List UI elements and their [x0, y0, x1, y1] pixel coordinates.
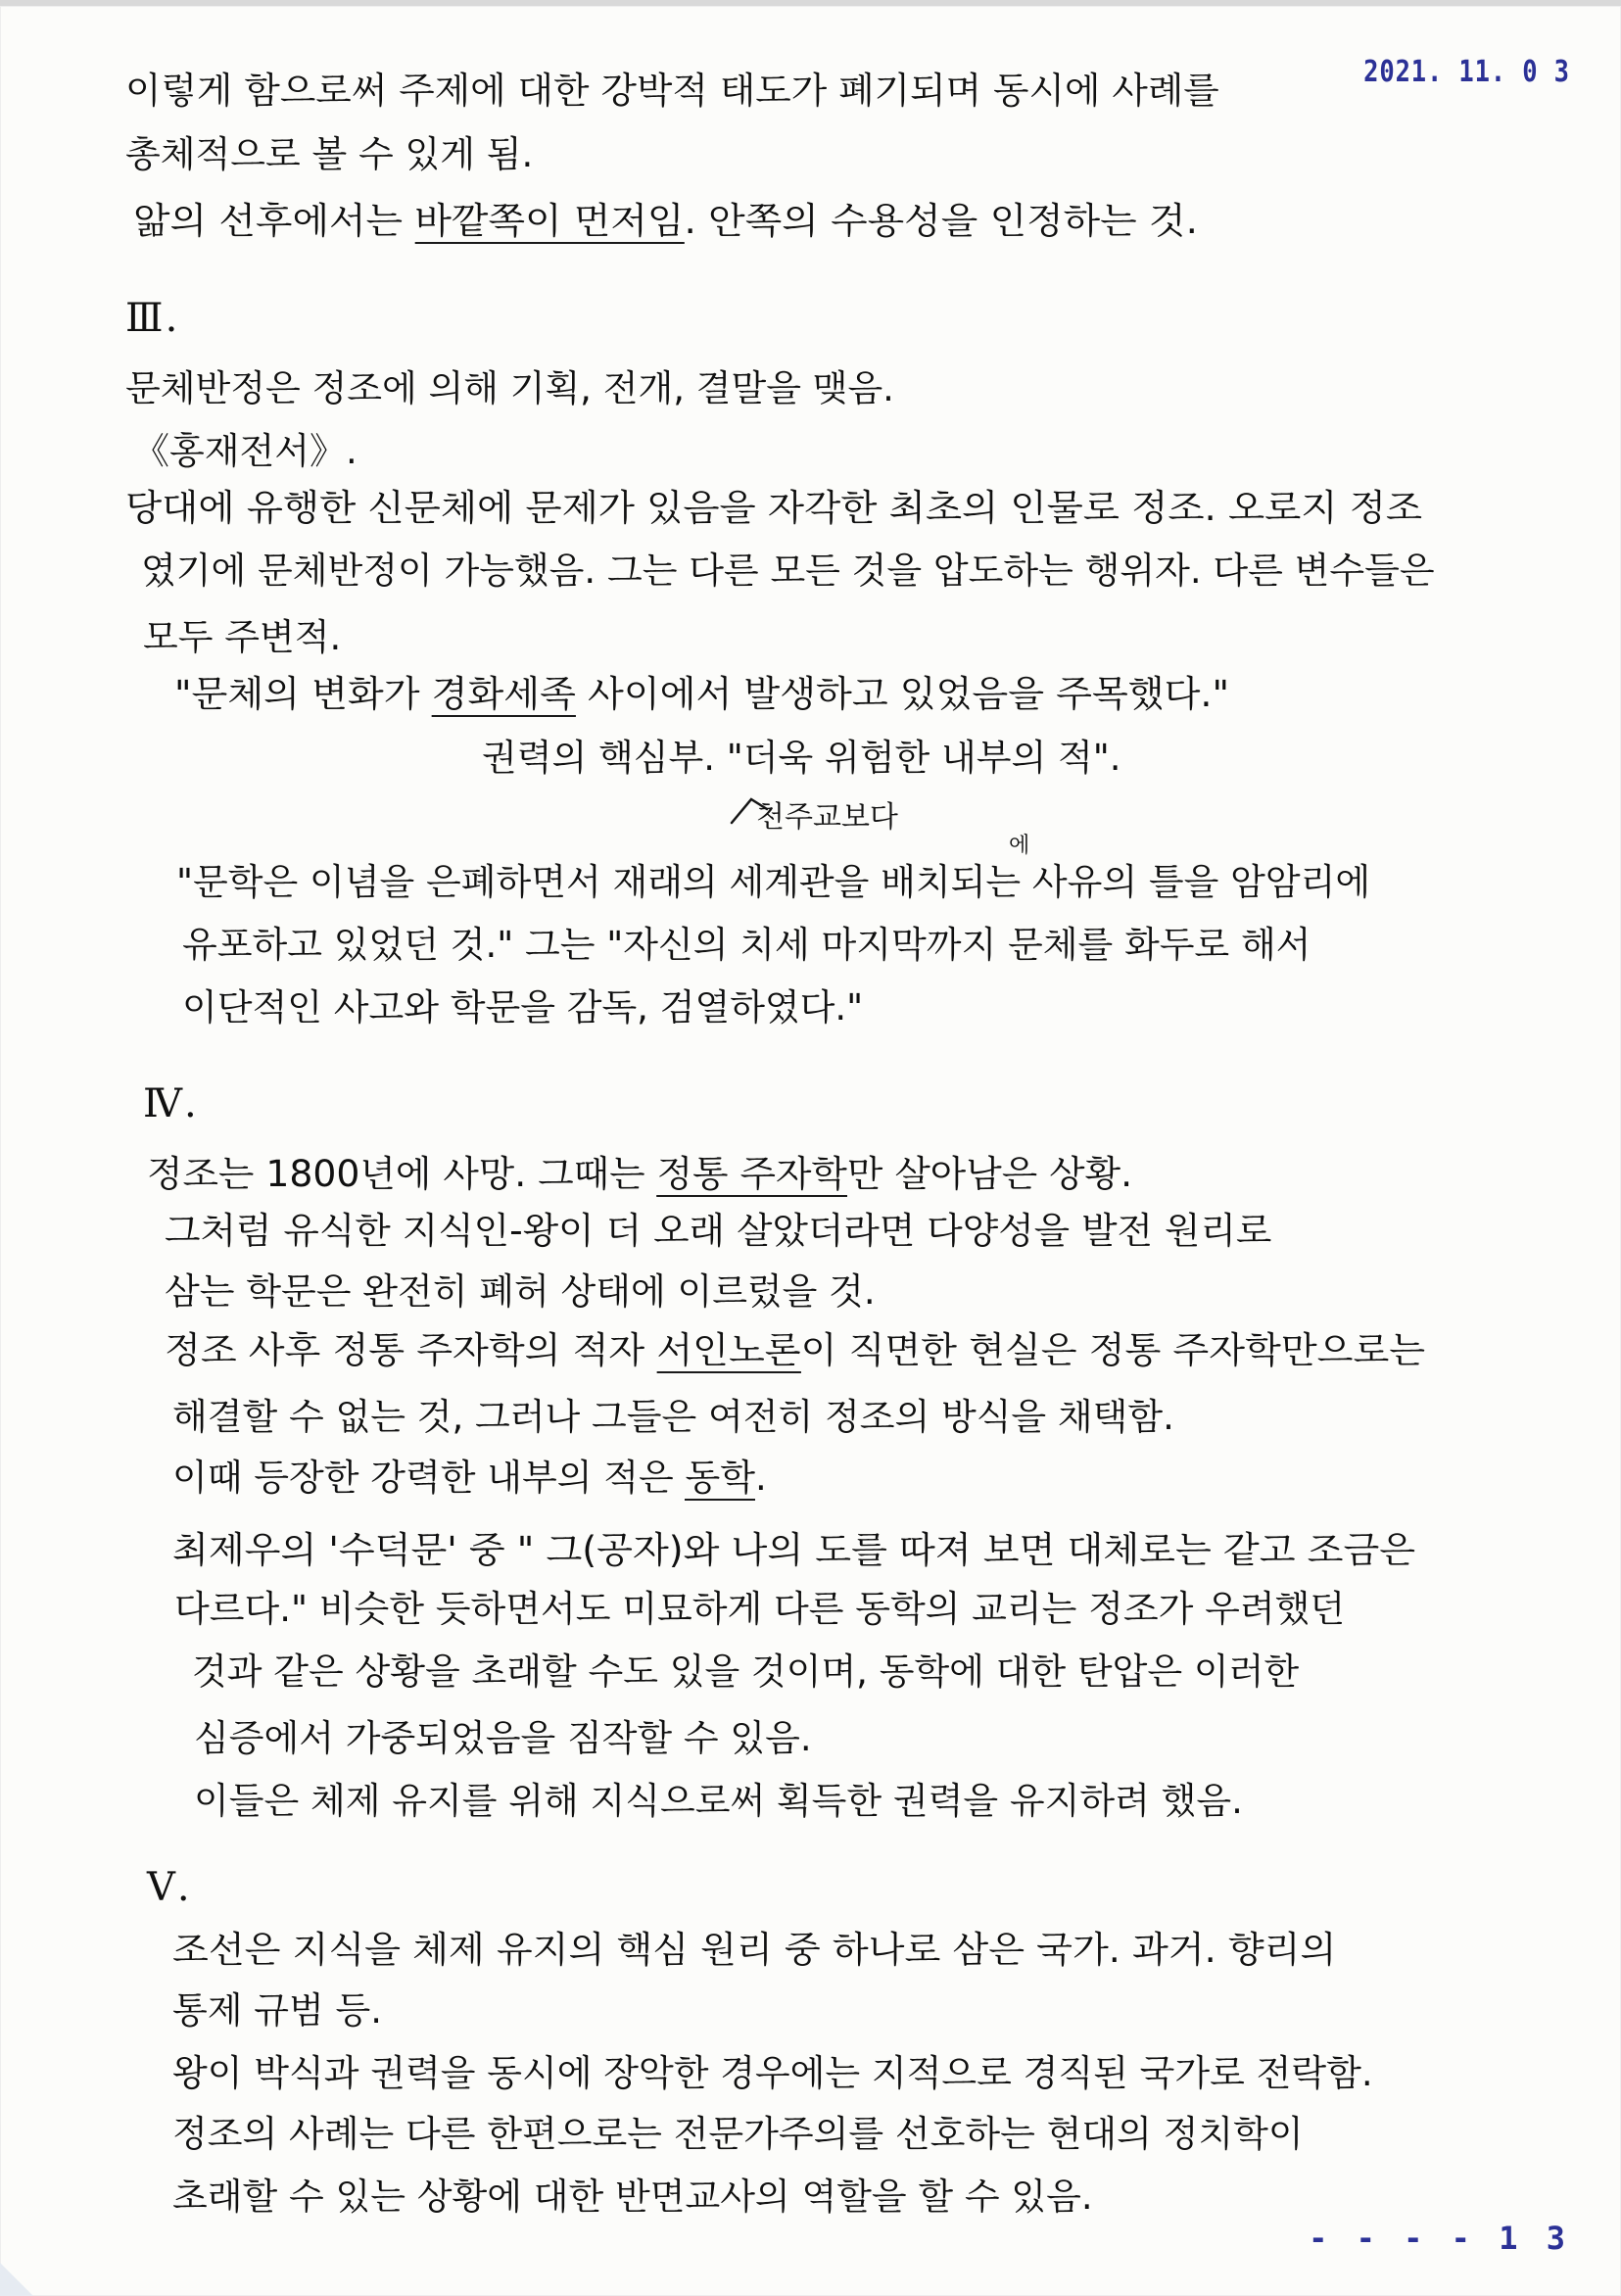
text-span: 정조 사후 정통 주자학의 적자 [165, 1329, 657, 1371]
underlined-phrase: 경화세족 [431, 673, 576, 715]
section-heading: Ⅳ. [143, 1081, 199, 1126]
text-line [147, 1152, 1132, 1197]
quote-line [174, 672, 1229, 717]
text-span: 이 직면한 현실은 정통 주자학만으로는 [800, 1329, 1426, 1371]
text-line: 다르다." 비슷한 듯하면서도 미묘하게 다른 동학의 교리는 정조가 우려했던 [174, 1588, 1346, 1630]
text-line: 심증에서 가중되었음을 짐작할 수 있음. [194, 1717, 812, 1759]
underlined-phrase: 바깥쪽이 먼저임 [414, 200, 685, 242]
text-line: 이들은 체제 유지를 위해 지식으로써 획득한 권력을 유지하려 했음. [194, 1780, 1243, 1822]
text-line: 최제우의 '수덕문' 중 " 그(공자)와 나의 도를 따져 보면 대체로는 같고 조금은 [172, 1529, 1416, 1571]
text-span: 사이에서 발생하고 있었음을 주목했다." [575, 673, 1230, 715]
text-line: 초래할 수 있는 상황에 대한 반면교사의 역할을 할 수 있음. [172, 2176, 1093, 2218]
text-span: . 안쪽의 수용성을 인정하는 것. [684, 200, 1198, 242]
text-line: 모두 주변적. [143, 616, 342, 658]
quote-line: 권력의 핵심부. "더욱 위험한 내부의 적". [482, 737, 1121, 779]
text-line: 해결할 수 없는 것, 그러나 그들은 여전히 정조의 방식을 채택함. [172, 1396, 1174, 1438]
text-line: 유포하고 있었던 것." 그는 "자신의 치세 마지막까지 문체를 화두로 해서 [182, 924, 1311, 966]
underlined-phrase: 서인노론 [656, 1329, 801, 1371]
text-span: 앎의 선후에서는 [133, 200, 415, 242]
text-line: 조선은 지식을 체제 유지의 핵심 원리 중 하나로 삼은 국가. 과거. 향리의 [172, 1929, 1337, 1971]
text-line: 였기에 문체반정이 가능했음. 그는 다른 모든 것을 압도하는 행위자. 다른 변수들은 [141, 550, 1435, 592]
inserted-note: 천주교보다 [756, 800, 898, 835]
notebook-page [0, 6, 1621, 2296]
text-line: 이렇게 함으로써 주제에 대한 강박적 태도가 폐기되며 동시에 사례를 [125, 70, 1219, 112]
text-span: . [754, 1457, 767, 1499]
text-line: 《홍재전서》. [133, 430, 358, 472]
underlined-phrase: 정통 주자학 [656, 1153, 847, 1195]
inserted-note-small: 에 [1009, 834, 1030, 858]
text-span: 정조는 1800년에 사망. 그때는 [147, 1153, 657, 1195]
page-number-stamp: - - - - 1 3 [1309, 2220, 1570, 2257]
text-line: 이단적인 사고와 학문을 감독, 검열하였다." [182, 986, 864, 1028]
section-heading: Ⅲ. [125, 296, 180, 341]
text-line: 삼는 학문은 완전히 폐허 상태에 이르렀을 것. [165, 1270, 876, 1313]
text-span: 만 살아남은 상황. [846, 1153, 1133, 1195]
text-line: 문체반정은 정조에 의해 기획, 전개, 결말을 맺음. [125, 367, 894, 409]
section-heading: Ⅴ. [147, 1865, 192, 1910]
text-line: 통제 규범 등. [172, 1989, 382, 2032]
date-stamp: 2021. 11. 0 3 [1363, 55, 1570, 89]
text-line: 왕이 박식과 권력을 동시에 장악한 경우에는 지적으로 경직된 국가로 전락함. [172, 2052, 1373, 2094]
text-line: 총체적으로 볼 수 있게 됨. [125, 133, 534, 175]
text-line: 정조의 사례는 다른 한편으로는 전문가주의를 선호하는 현대의 정치학이 [172, 2113, 1304, 2155]
folded-corner [0, 2263, 33, 2296]
text-line: 당대에 유행한 신문체에 문제가 있음을 자각한 최초의 인물로 정조. 오로지 정조 [125, 487, 1423, 529]
underlined-phrase: 동학 [685, 1457, 755, 1499]
text-line: "문학은 이념을 은폐하면서 재래의 세계관을 배치되는 사유의 틀을 암암리에 [176, 861, 1371, 903]
text-line: 것과 같은 상황을 초래할 수도 있을 것이며, 동학에 대한 탄압은 이러한 [192, 1650, 1300, 1693]
text-line [133, 199, 1198, 244]
text-line: 그처럼 유식한 지식인-왕이 더 오래 살았더라면 다양성을 발전 원리로 [165, 1210, 1272, 1252]
text-span: "문체의 변화가 [174, 673, 432, 715]
text-span: 이때 등장한 강력한 내부의 적은 [172, 1457, 686, 1499]
text-line [165, 1328, 1425, 1373]
text-line [172, 1456, 767, 1501]
